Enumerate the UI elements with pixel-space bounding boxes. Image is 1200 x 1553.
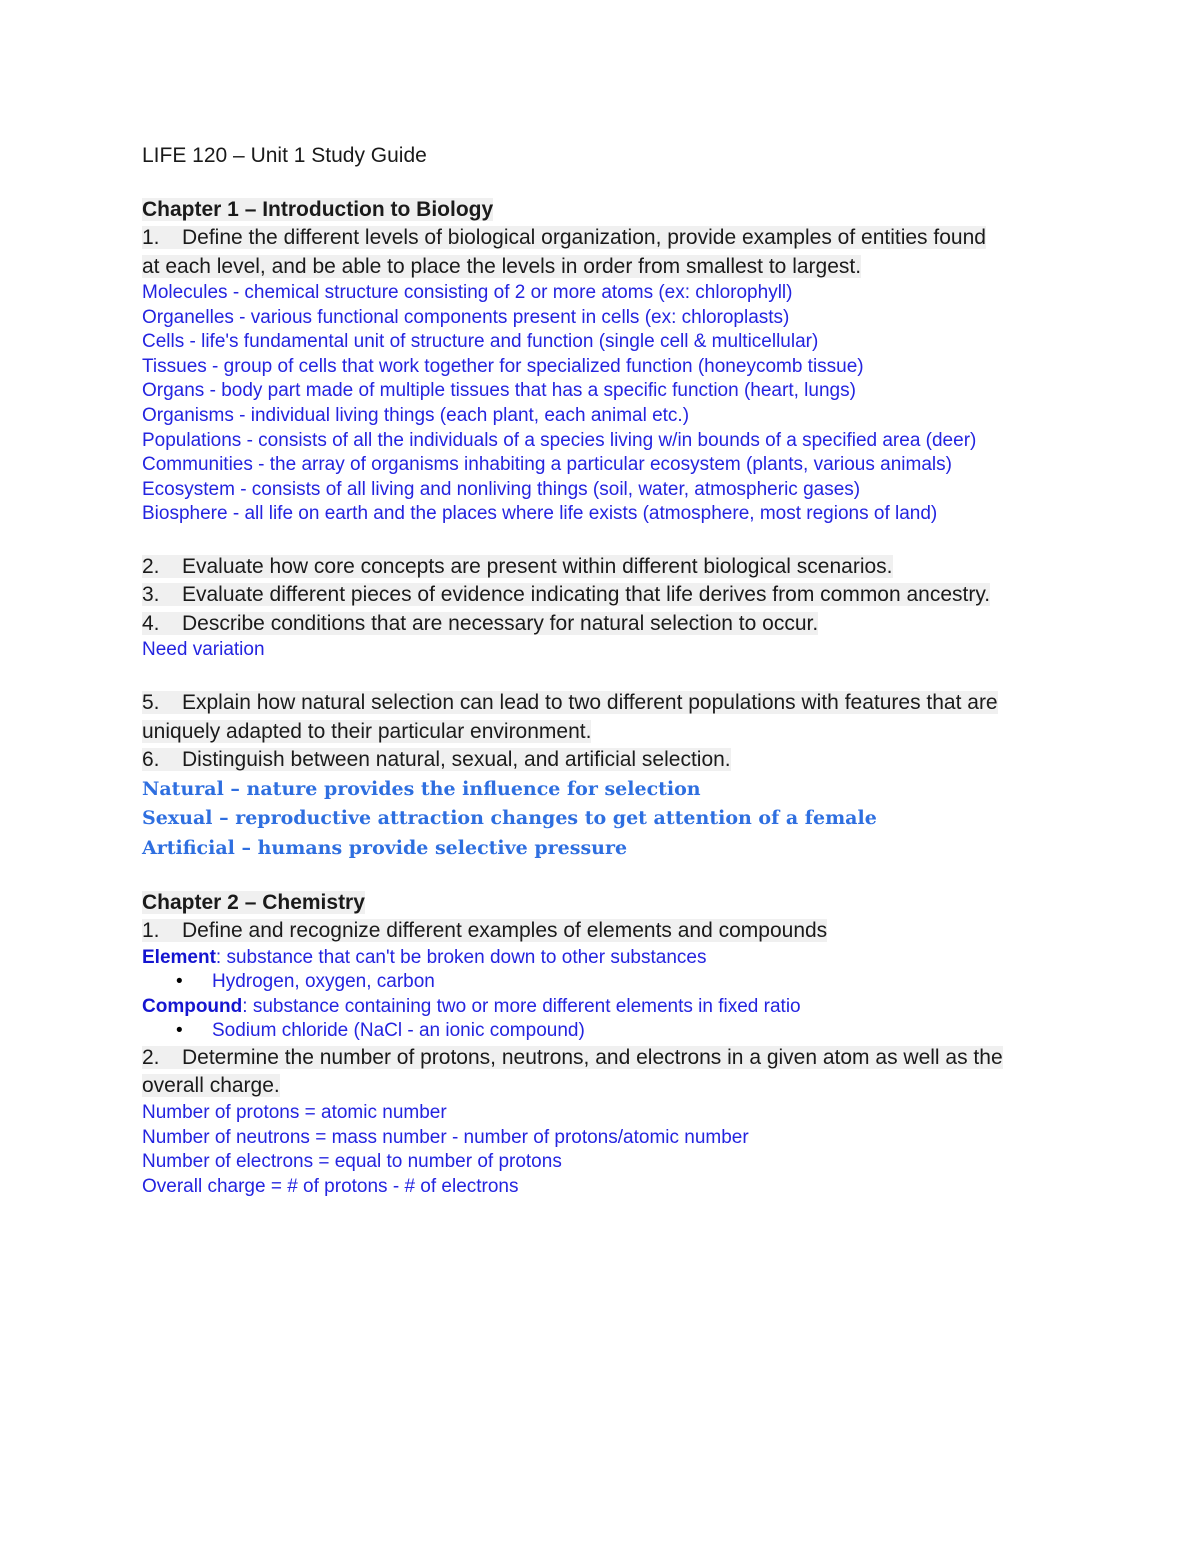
document-body [142, 142, 1152, 1199]
ch2-question-1: 1. Define and recognize different examples of elements and compounds [142, 919, 828, 943]
document-title: LIFE 120 – Unit 1 Study Guide [142, 144, 427, 167]
compound-example: • Sodium chloride (NaCl - an ionic compound) [142, 1019, 1152, 1044]
formula-overall-charge: Overall charge = # of protons - # of electrons [142, 1175, 519, 1197]
selection-artificial: Artificial – humans provide selective pressure [142, 836, 628, 859]
element-term: Element [142, 946, 216, 968]
level-organs: Organs - body part made of multiple tissues that has a specific function (heart, lungs) [142, 380, 856, 402]
formula-protons: Number of protons = atomic number [142, 1101, 447, 1123]
element-example: • Hydrogen, oxygen, carbon [142, 970, 1152, 995]
ch1-question-3: 3. Evaluate different pieces of evidence indicating that life derives from common ancestry. [142, 583, 991, 607]
chapter-1-heading: Chapter 1 – Introduction to Biology [142, 198, 494, 221]
ch1-question-1: 1. Define the different levels of biological organization, provide examples of entities found [142, 226, 986, 249]
ch1-question-4-answer: Need variation [142, 639, 265, 661]
formula-electrons: Number of electrons = equal to number of protons [142, 1151, 562, 1173]
ch1-question-6: 6. Distinguish between natural, sexual, and artificial selection. [142, 748, 731, 772]
level-biosphere: Biosphere - all life on earth and the places where life exists (atmosphere, most regions of land) [142, 503, 938, 525]
spacer [142, 863, 1152, 889]
ch1-question-4: 4. Describe conditions that are necessary for natural selection to occur. [142, 611, 819, 635]
spacer [142, 527, 1152, 553]
element-definition: Element: substance that can't be broken down to other substances [142, 946, 707, 968]
level-ecosystem: Ecosystem - consists of all living and nonliving things (soil, water, atmospheric gases) [142, 478, 861, 500]
level-organelles: Organelles - various functional components present in cells (ex: chloroplasts) [142, 306, 790, 328]
compound-term: Compound [142, 995, 243, 1017]
compound-definition: Compound: substance containing two or more different elements in fixed ratio [142, 995, 801, 1017]
level-cells: Cells - life's fundamental unit of structure and function (single cell & multicellular) [142, 331, 819, 353]
selection-natural: Natural – nature provides the influence for selection [142, 777, 701, 800]
spacer [142, 663, 1152, 689]
chapter-2-heading: Chapter 2 – Chemistry [142, 891, 365, 915]
ch1-question-1-cont: at each level, and be able to place the levels in order from smallest to largest. [142, 254, 862, 278]
level-molecules: Molecules - chemical structure consisting of 2 or more atoms (ex: chlorophyll) [142, 282, 793, 303]
ch1-question-2: 2. Evaluate how core concepts are present within different biological scenarios. [142, 554, 893, 578]
level-organisms: Organisms - individual living things (each plant, each animal etc.) [142, 404, 690, 426]
ch2-question-2: 2. Determine the number of protons, neutrons, and electrons in a given atom as well as the [142, 1045, 1003, 1069]
ch1-question-5: 5. Explain how natural selection can lead to two different populations with features that are [142, 691, 998, 715]
ch2-question-2-cont: overall charge. [142, 1074, 280, 1098]
ch1-question-5-cont: uniquely adapted to their particular environment. [142, 719, 592, 743]
selection-sexual: Sexual – reproductive attraction changes to get attention of a female [142, 807, 877, 830]
formula-neutrons: Number of neutrons = mass number - number of protons/atomic number [142, 1126, 749, 1148]
level-communities: Communities - the array of organisms inhabiting a particular ecosystem (plants, various animals) [142, 454, 952, 476]
level-tissues: Tissues - group of cells that work together for specialized function (honeycomb tissue) [142, 355, 864, 377]
level-populations: Populations - consists of all the individuals of a species living w/in bounds of a specified area (deer) [142, 429, 977, 451]
